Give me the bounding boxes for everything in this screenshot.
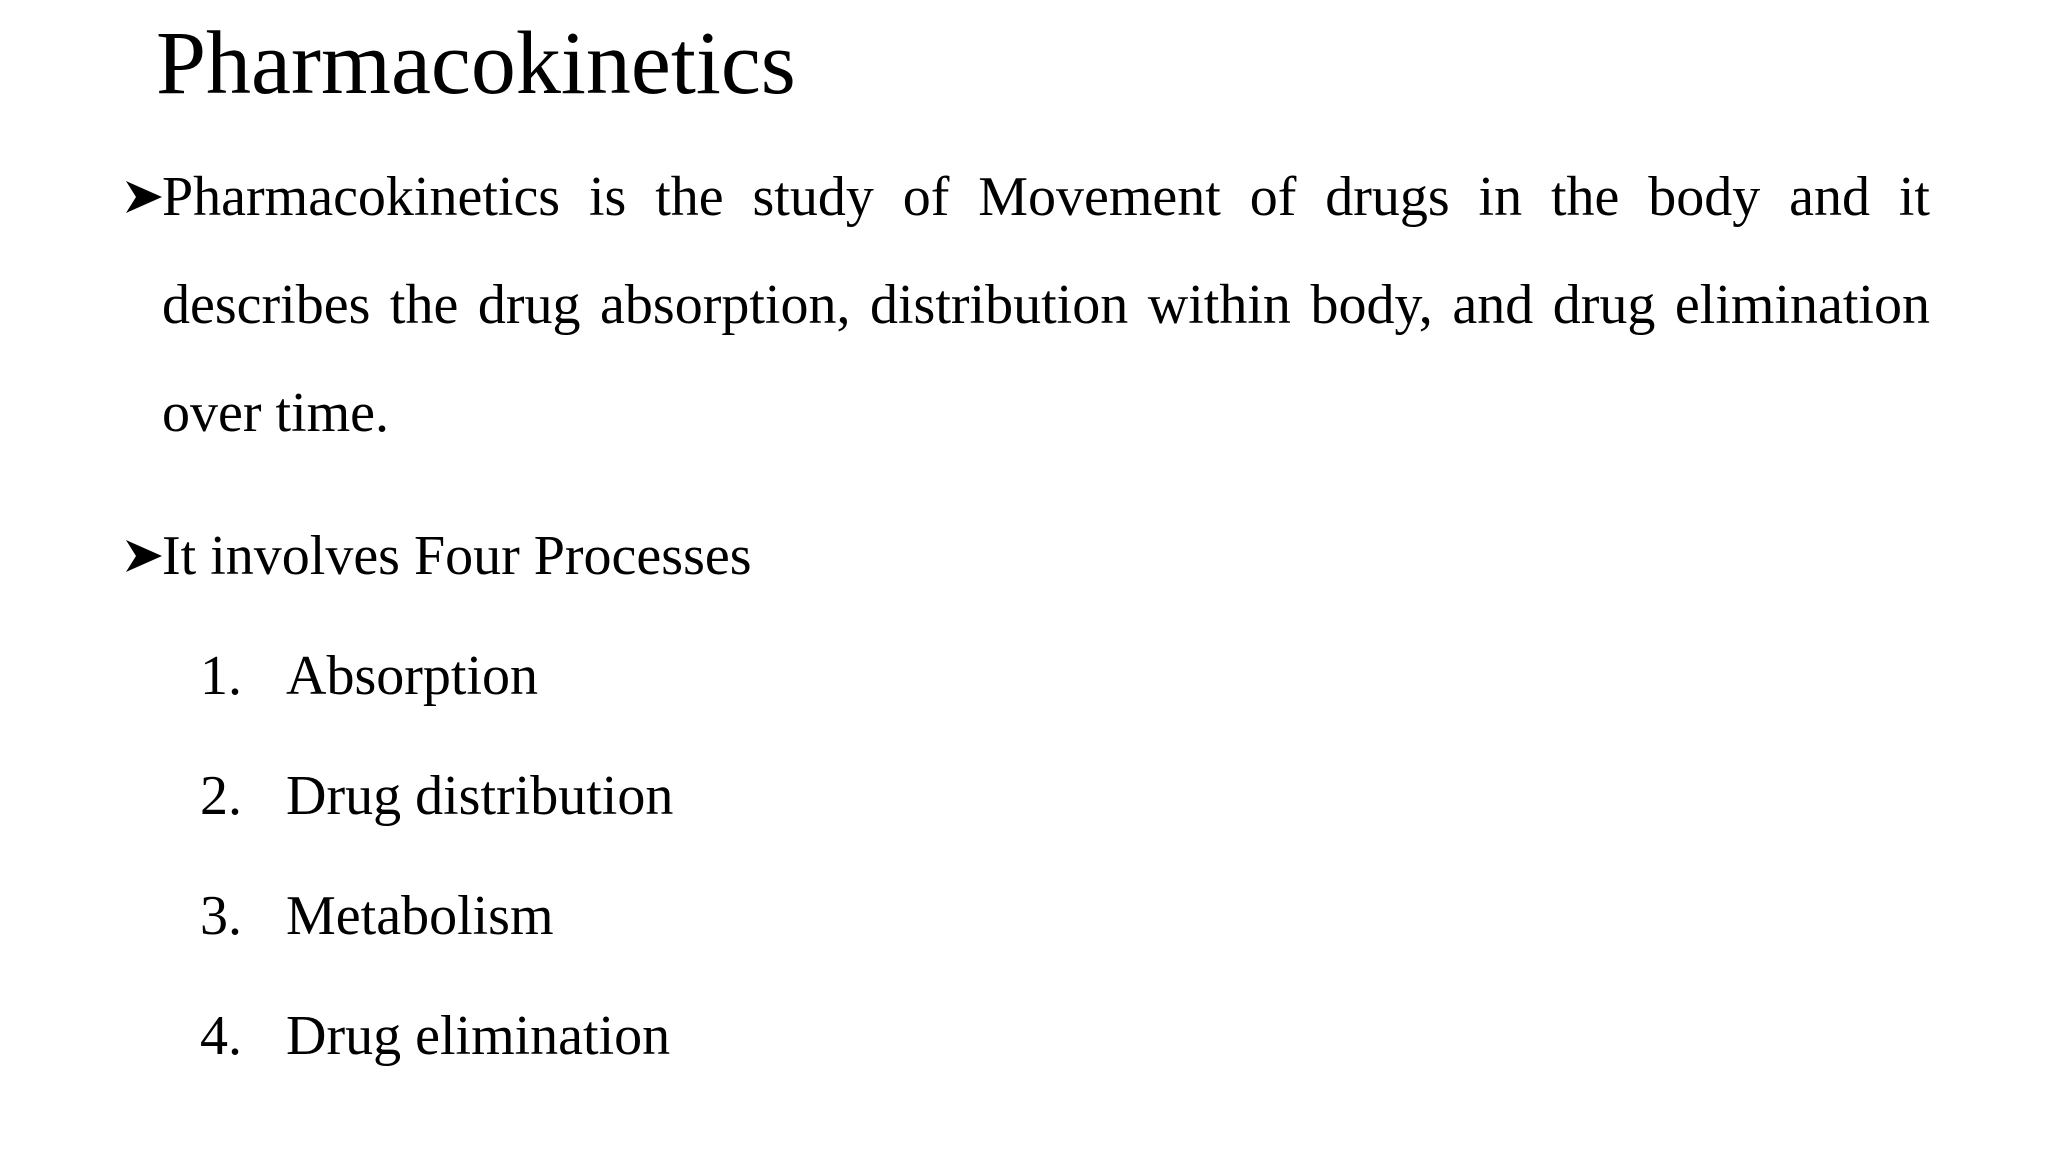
list-item-label: Metabolism <box>286 885 554 947</box>
list-item <box>200 616 673 736</box>
list-item <box>200 736 673 856</box>
arrowhead-bullet-icon <box>122 502 170 610</box>
list-item-number: 3. <box>200 885 242 947</box>
processes-list <box>200 616 673 1096</box>
list-item-label: Drug elimination <box>286 1005 671 1067</box>
slide-title: Pharmacokinetics <box>156 14 796 113</box>
bullet-processes-text: It involves Four Processes <box>162 525 752 587</box>
bullet-definition <box>122 143 1930 467</box>
list-item-label: Absorption <box>286 645 538 707</box>
list-item-number: 1. <box>200 645 242 707</box>
list-item-label: Drug distribution <box>286 765 674 827</box>
list-item <box>200 976 673 1096</box>
bullet-definition-text: Pharmacokinetics is the study of Movement of drugs in the body and it describes the drug absorption, distribution within body, and drug elimination over time. <box>162 166 1930 444</box>
list-item-number: 2. <box>200 765 242 827</box>
list-item-number: 4. <box>200 1005 242 1067</box>
bullet-processes <box>122 502 1930 610</box>
arrowhead-bullet-icon <box>122 143 170 251</box>
list-item <box>200 856 673 976</box>
